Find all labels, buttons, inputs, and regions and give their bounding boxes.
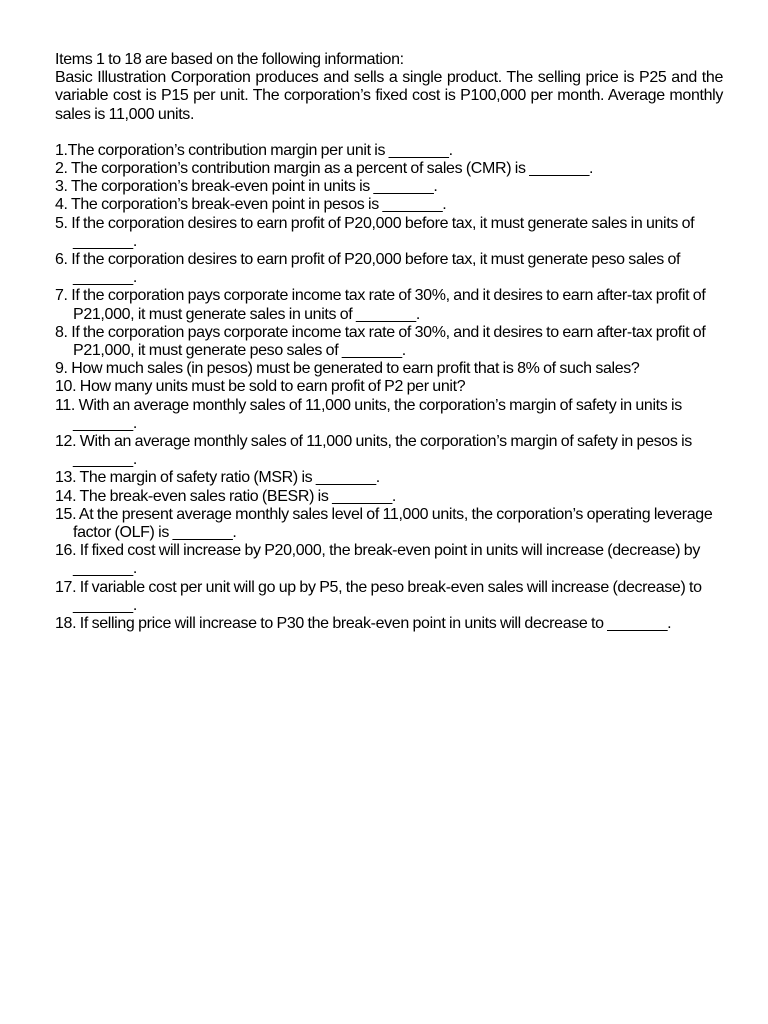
question-item: 9. How much sales (in pesos) must be generated to earn profit that is 8% of such sales? [55, 360, 640, 378]
question-item: 7. If the corporation pays corporate income tax rate of 30%, and it desires to earn after-tax profit of P21,000, it must generate sales in units of _______. [55, 287, 706, 323]
question-item: 12. With an average monthly sales of 11,000 units, the corporation’s margin of safety in pesos is _______. [55, 433, 692, 469]
question-item: 14. The break-even sales ratio (BESR) is _______. [55, 487, 397, 505]
question-item: 13. The margin of safety ratio (MSR) is _______. [55, 469, 380, 487]
document-page [55, 51, 723, 633]
question-item: 18. If selling price will increase to P30 the break-even point in units will decrease to _______. [55, 615, 672, 633]
question-item: 2. The corporation’s contribution margin as a percent of sales (CMR) is _______. [55, 160, 594, 178]
question-item: 3. The corporation’s break-even point in units is _______. [55, 178, 438, 196]
intro-paragraph: Basic Illustration Corporation produces and sells a single product. The selling price is P25 and the variable cost is P15 per unit. The corporation’s fixed cost is P100,000 per month. Average monthly sales is 11,000 units. [55, 69, 723, 123]
paragraph-spacer [55, 124, 723, 142]
question-item: 17. If variable cost per unit will go up by P5, the peso break-even sales will increase (decrease) to _______. [55, 578, 702, 614]
question-item: 4. The corporation’s break-even point in pesos is _______. [55, 196, 447, 214]
question-list [55, 142, 723, 633]
question-item: 6. If the corporation desires to earn profit of P20,000 before tax, it must generate peso sales of _______. [55, 251, 681, 287]
question-item: 16. If fixed cost will increase by P20,000, the break-even point in units will increase (decrease) by _______. [55, 542, 701, 578]
question-item: 15. At the present average monthly sales level of 11,000 units, the corporation’s operating leverage factor (OLF) is _______. [55, 505, 713, 542]
question-item: 10. How many units must be sold to earn profit of P2 per unit? [55, 378, 466, 396]
intro-heading: Items 1 to 18 are based on the following information: [55, 51, 404, 68]
question-item: 11. With an average monthly sales of 11,000 units, the corporation’s margin of safety in units is _______. [55, 396, 682, 432]
question-item: 5. If the corporation desires to earn profit of P20,000 before tax, it must generate sales in units of _______. [55, 214, 695, 250]
question-item: 8. If the corporation pays corporate income tax rate of 30%, and it desires to earn after-tax profit of P21,000, it must generate peso sales of _______. [55, 323, 706, 360]
question-item: 1.The corporation’s contribution margin per unit is _______. [55, 141, 453, 159]
